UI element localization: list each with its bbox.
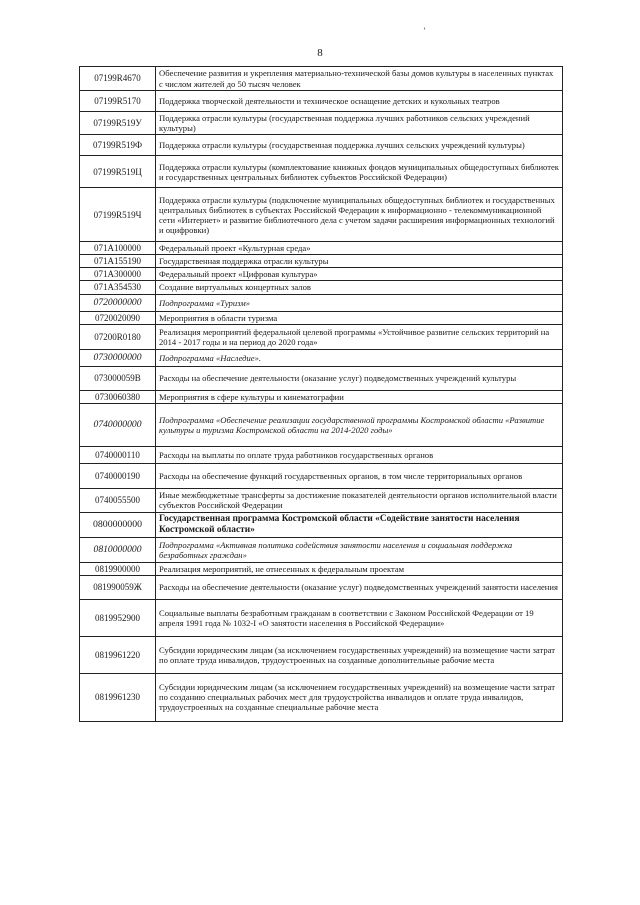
description-cell: Поддержка отрасли культуры (государственная поддержка лучших работников сельских учреждений культуры) — [156, 112, 563, 135]
description-cell: Поддержка отрасли культуры (комплектование книжных фондов муниципальных общедоступных библиотек и государственных центральных библиотек субъектов Российской Федерации) — [156, 156, 563, 188]
code-cell: 07199R5170 — [80, 91, 156, 112]
description-cell: Расходы на обеспечение деятельности (оказание услуг) подведомственных учреждений культуры — [156, 366, 563, 390]
table-row — [80, 390, 563, 403]
code-cell: 0819952900 — [80, 599, 156, 636]
code-cell: 0810000000 — [80, 537, 156, 562]
code-cell: 0819961220 — [80, 636, 156, 673]
table-row — [80, 255, 563, 268]
code-cell: 081990059Ж — [80, 575, 156, 599]
description-cell: Мероприятия в области туризма — [156, 311, 563, 324]
code-cell: 0819961230 — [80, 673, 156, 721]
description-cell: Государственная программа Костромской области «Содействие занятости населения Костромской области» — [156, 512, 563, 537]
description-cell: Расходы на обеспечение деятельности (оказание услуг) подведомственных учреждений занятости населения — [156, 575, 563, 599]
table-row — [80, 324, 563, 349]
description-cell: Федеральный проект «Культурная среда» — [156, 242, 563, 255]
description-cell: Подпрограмма «Активная политика содействия занятости населения и социальная поддержка безработных граждан» — [156, 537, 563, 562]
code-cell: 07199R519Ц — [80, 156, 156, 188]
description-cell: Поддержка творческой деятельности и техническое оснащение детских и кукольных театров — [156, 91, 563, 112]
description-cell: Обеспечение развития и укрепления материально-технической базы домов культуры в населенных пунктах с числом жителей до 50 тысяч человек — [156, 67, 563, 91]
code-cell: 07200R0180 — [80, 324, 156, 349]
budget-codes-table — [79, 66, 563, 722]
scan-speck: ’ — [423, 26, 426, 36]
code-cell: 07199R519Ф — [80, 135, 156, 156]
code-cell: 0740000000 — [80, 403, 156, 446]
table-row — [80, 446, 563, 463]
code-cell: 0740000190 — [80, 463, 156, 488]
table-row — [80, 673, 563, 721]
description-cell: Поддержка отрасли культуры (государственная поддержка лучших сельских учреждений культуры) — [156, 135, 563, 156]
code-cell: 0740000110 — [80, 446, 156, 463]
table-row — [80, 188, 563, 242]
table-row — [80, 403, 563, 446]
description-cell: Подпрограмма «Туризм» — [156, 294, 563, 311]
table-row — [80, 242, 563, 255]
code-cell: 071А354530 — [80, 281, 156, 294]
table-row — [80, 156, 563, 188]
description-cell: Государственная поддержка отрасли культуры — [156, 255, 563, 268]
table-row — [80, 311, 563, 324]
description-cell: Субсидии юридическим лицам (за исключением государственных учреждений) на возмещение части затрат по оплате труда инвалидов, трудоустроенных на созданные дополнительные рабочие места — [156, 636, 563, 673]
description-cell: Федеральный проект «Цифровая культура» — [156, 268, 563, 281]
code-cell: 0800000000 — [80, 512, 156, 537]
description-cell: Субсидии юридическим лицам (за исключением государственных учреждений) на возмещение части затрат по созданию специальных рабочих мест для трудоустройства инвалидов и оплате труда инвалидов, трудоустроенных на созданные специальные рабочие места — [156, 673, 563, 721]
code-cell: 071А100000 — [80, 242, 156, 255]
table-row — [80, 463, 563, 488]
description-cell: Подпрограмма «Наследие». — [156, 349, 563, 366]
table-row — [80, 67, 563, 91]
code-cell: 07199R519Ч — [80, 188, 156, 242]
table-row — [80, 575, 563, 599]
description-cell: Расходы на обеспечение функций государственных органов, в том числе территориальных органов — [156, 463, 563, 488]
table-row — [80, 135, 563, 156]
page-number: 8 — [317, 47, 323, 59]
table-row — [80, 268, 563, 281]
table-row — [80, 281, 563, 294]
table-row — [80, 537, 563, 562]
table-row — [80, 636, 563, 673]
description-cell: Социальные выплаты безработным гражданам в соответствии с Законом Российской Федерации от 19 апреля 1991 года № 1032-I «О занятости населения в Российской Федерации» — [156, 599, 563, 636]
table-row — [80, 294, 563, 311]
table-row — [80, 599, 563, 636]
description-cell: Подпрограмма «Обеспечение реализации государственной программы Костромской области «Развитие культуры и туризма Костромской области на 2014-2020 годы» — [156, 403, 563, 446]
table-row — [80, 349, 563, 366]
description-cell: Создание виртуальных концертных залов — [156, 281, 563, 294]
code-cell: 071А300000 — [80, 268, 156, 281]
table-row — [80, 366, 563, 390]
code-cell: 07199R4670 — [80, 67, 156, 91]
description-cell: Иные межбюджетные трансферты за достижение показателей деятельности органов исполнительной власти субъектов Российской Федерации — [156, 488, 563, 512]
code-cell: 0740055500 — [80, 488, 156, 512]
description-cell: Поддержка отрасли культуры (подключение муниципальных общедоступных библиотек и государственных центральных библиотек в субъектах Российской Федерации к информационно - телекоммуникационной сети «Интернет» и развитие библиотечного дела с учетом задачи расширения информационных технологий и оцифровки) — [156, 188, 563, 242]
code-cell: 0730060380 — [80, 390, 156, 403]
table-row — [80, 562, 563, 575]
description-cell: Расходы на выплаты по оплате труда работников государственных органов — [156, 446, 563, 463]
table-row — [80, 512, 563, 537]
code-cell: 073000059В — [80, 366, 156, 390]
table-row — [80, 91, 563, 112]
code-cell: 07199R519У — [80, 112, 156, 135]
description-cell: Реализация мероприятий федеральной целевой программы «Устойчивое развитие сельских территорий на 2014 - 2017 годы и на период до 2020 года» — [156, 324, 563, 349]
code-cell: 0819900000 — [80, 562, 156, 575]
code-cell: 0720020090 — [80, 311, 156, 324]
table-row — [80, 112, 563, 135]
code-cell: 0720000000 — [80, 294, 156, 311]
code-cell: 071А155190 — [80, 255, 156, 268]
table-row — [80, 488, 563, 512]
description-cell: Реализация мероприятий, не отнесенных к федеральным проектам — [156, 562, 563, 575]
table-body — [80, 67, 563, 722]
description-cell: Мероприятия в сфере культуры и кинематографии — [156, 390, 563, 403]
code-cell: 0730000000 — [80, 349, 156, 366]
